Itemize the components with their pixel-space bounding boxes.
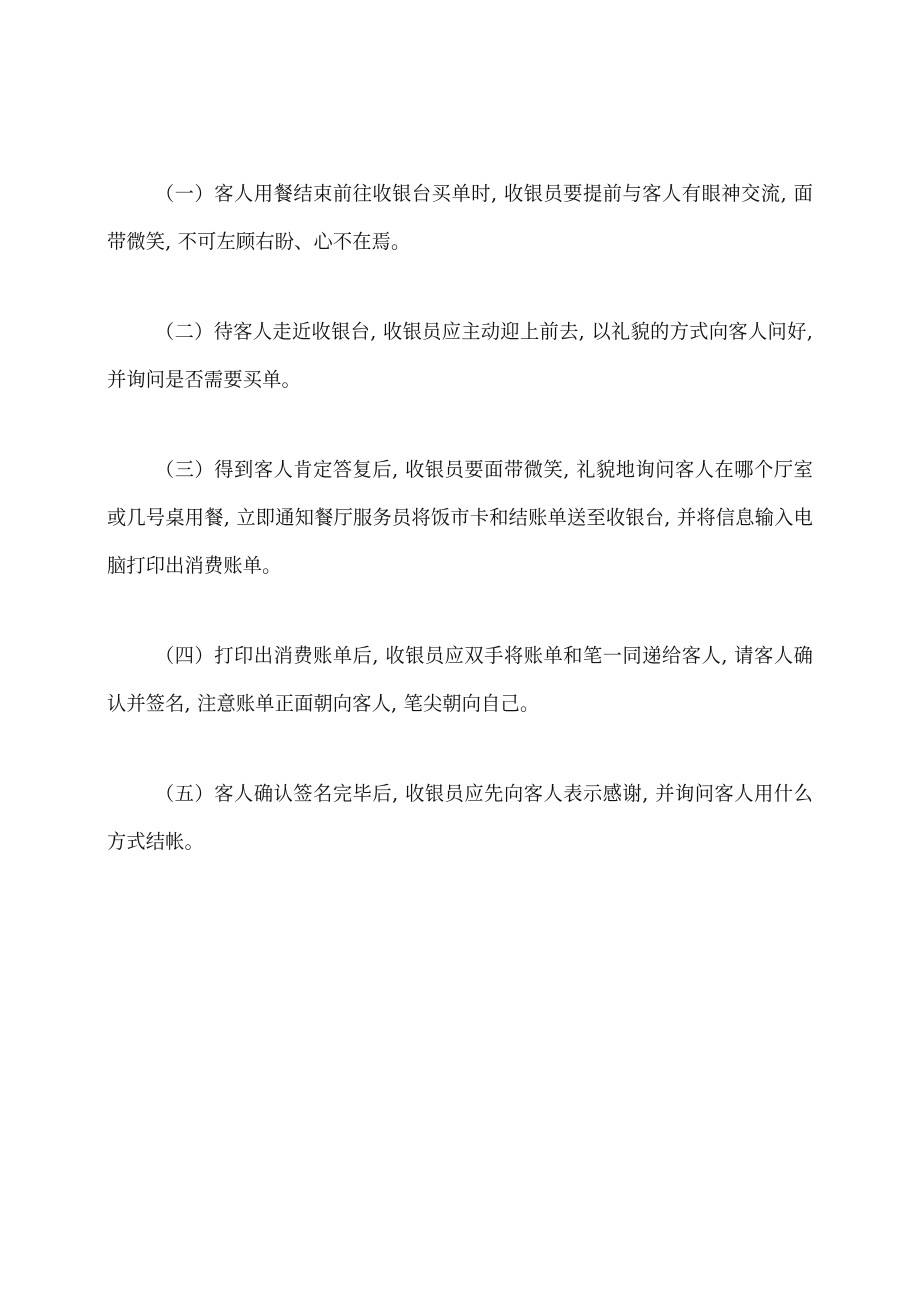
paragraph-4: （四）打印出消费账单后, 收银员应双手将账单和笔一同递给客人, 请客人确认并签名, 注意账单正面朝向客人, 笔尖朝向自己。 — [107, 644, 813, 715]
paragraph-3: （三）得到客人肯定答复后, 收银员要面带微笑, 礼貌地询问客人在哪个厅室或几号桌用餐, 立即通知餐厅服务员将饭市卡和结账单送至收银台, 并将信息输入电脑打印出消费账单。 — [107, 458, 813, 577]
paragraph-1: （一）客人用餐结束前往收银台买单时, 收银员要提前与客人有眼神交流, 面带微笑, 不可左顾右盼、心不在焉。 — [107, 182, 813, 253]
paragraph-2: （二）待客人走近收银台, 收银员应主动迎上前去, 以礼貌的方式向客人问好, 并询问是否需要买单。 — [107, 320, 813, 391]
paragraph-5: （五）客人确认签名完毕后, 收银员应先向客人表示感谢, 并询问客人用什么方式结帐。 — [107, 782, 813, 853]
document-body — [107, 170, 813, 866]
